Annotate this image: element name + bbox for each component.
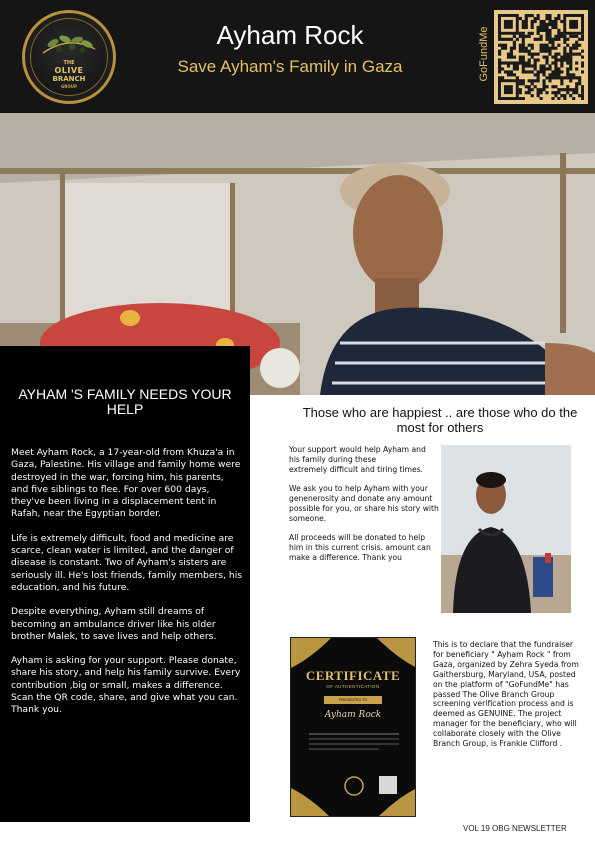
olive-branch-logo bbox=[22, 10, 116, 104]
appeal-panel bbox=[0, 346, 250, 822]
support-paragraph: All proceeds will be donated to help him in this current crisis. amount can make a difference. Thank you bbox=[289, 533, 431, 562]
logo-branch: BRANCH bbox=[52, 75, 86, 83]
appeal-paragraph: Life is extremely difficult, food and medicine are scarce, clean water is limited, and the danger of disease is constant. Two of Ayham's sisters are seriously ill. He's lost friends, family members, his education, and his future. bbox=[11, 532, 243, 593]
header-bar bbox=[0, 0, 595, 113]
verification-statement: This is to declare that the fundraiser for beneficiary " Ayham Rock " from Gaza, organized by Zehra Syeda from Gaithersburg, Maryland, USA, posted on the platform of "GoFundMe" has passed The Olive Branch Group screening verification process and is deemed as GENUINE. The project manager for the beneficiary, who will collaborate closely with the Olive Branch Group, is Frankie Clifford . bbox=[433, 640, 579, 749]
newsletter-footer: VOL 19 OBG NEWSLETTER bbox=[463, 824, 567, 833]
quote-heading: Those who are happiest .. are those who do the most for others bbox=[302, 405, 578, 435]
certificate-title: CERTIFICATE bbox=[305, 668, 401, 683]
certificate-presented: PRESENTED TO bbox=[324, 696, 382, 704]
appeal-paragraph: Meet Ayham Rock, a 17-year-old from Khuza'a in Gaza, Palestine. His village and family home were destroyed in the war, forcing him, his parents, and five siblings to flee. For over 600 days, they've been living in a displacement tent in Rafah, near the Egyptian border. bbox=[11, 447, 241, 520]
support-paragraph: We ask you to help Ayham with your genenerosity and donate any amount possible for you, or share his story with someone. bbox=[289, 484, 439, 523]
logo-group: GROUP bbox=[61, 84, 77, 89]
page-title: Ayham Rock bbox=[216, 20, 364, 50]
logo-the: THE bbox=[63, 60, 75, 66]
gofundme-label: GoFundMe bbox=[478, 26, 490, 82]
page-subtitle: Save Ayham's Family in Gaza bbox=[177, 57, 403, 76]
appeal-body bbox=[11, 447, 243, 729]
certificate-image bbox=[290, 637, 416, 817]
qr-code-icon[interactable] bbox=[494, 10, 588, 104]
appeal-paragraph: Despite everything, Ayham still dreams of becoming an ambulance driver like his older brother Malek, to save lives and help others. bbox=[11, 606, 217, 642]
support-paragraph: Your support would help Ayham and his family during these extremely difficult and tiring times. bbox=[289, 445, 426, 474]
logo-olive: OLIVE bbox=[54, 66, 84, 75]
certificate-subtitle: OF AUTHENTICATION bbox=[326, 684, 380, 689]
appeal-heading: AYHAM 'S FAMILY NEEDS YOUR HELP bbox=[18, 386, 232, 417]
ayham-portrait-photo bbox=[441, 445, 571, 613]
support-text bbox=[289, 445, 439, 572]
appeal-paragraph: Ayham is asking for your support. Please donate, share his story, and help his family survive. Every contribution ,big or small, makes a difference. Scan the QR code, share, and give what you can. Thank you. bbox=[11, 655, 241, 716]
certificate-name: Ayham Rock bbox=[324, 710, 382, 720]
